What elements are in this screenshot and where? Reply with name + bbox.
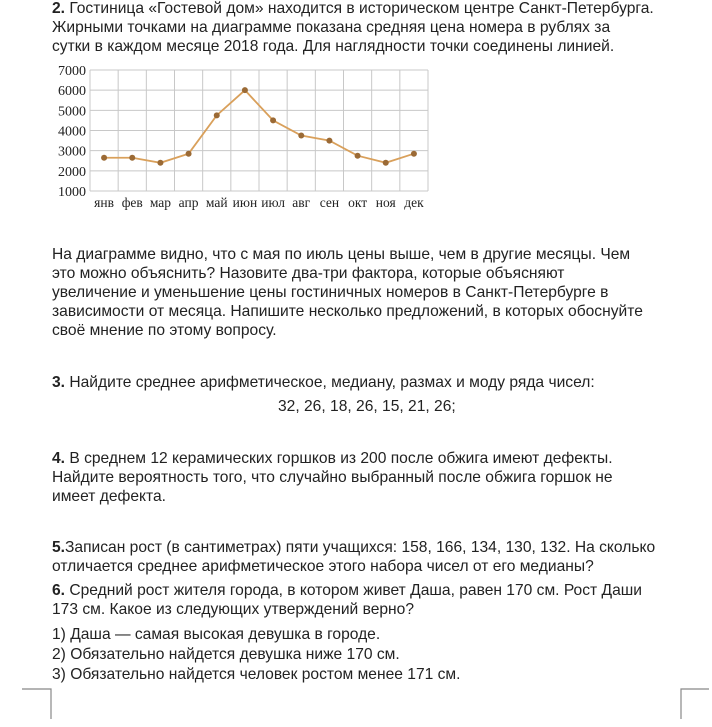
task2-number: 2.	[52, 0, 66, 17]
task6-text-1: Средний рост жителя города, в котором живет Даша, равен 170 см. Рост Даши	[69, 582, 642, 599]
y-tick-label: 7000	[58, 64, 86, 79]
y-tick-label: 4000	[58, 124, 86, 140]
data-point-июн	[242, 87, 248, 93]
crop-mark-left	[22, 688, 52, 720]
y-tick-label: 5000	[58, 104, 86, 120]
task6-option-2: 2) Обязательно найдется девушка ниже 170 см.	[52, 646, 400, 663]
data-point-дек	[411, 151, 417, 157]
y-tick-label: 2000	[58, 164, 86, 180]
task3-series: 32, 26, 18, 26, 15, 21, 26;	[278, 398, 456, 415]
task2-line-1	[52, 0, 654, 19]
x-tick-label: май	[205, 195, 228, 210]
x-tick-label: апр	[178, 195, 199, 210]
x-tick-label: сен	[319, 195, 340, 210]
data-point-янв	[101, 155, 107, 161]
x-tick-label: ноя	[375, 195, 396, 210]
task4-number: 4.	[52, 450, 66, 467]
x-tick-label: июл	[261, 195, 285, 210]
data-point-фев	[129, 155, 135, 161]
y-tick-label: 1000	[58, 185, 86, 200]
data-point-сен	[326, 138, 332, 144]
x-tick-label: мар	[149, 195, 172, 210]
task4-line-2: Найдите вероятность того, что случайно выбранный после обжига горшок не	[52, 469, 613, 486]
price-line-chart	[50, 60, 440, 218]
task5-line-2: отличается среднее арифметическое этого набора чисел от его медианы?	[52, 558, 594, 575]
x-tick-label: авг	[292, 195, 311, 210]
task5-text-1: Записан рост (в сантиметрах) пяти учащихся: 158, 166, 134, 130, 132. На сколько	[65, 539, 656, 556]
task2-question-line-4: зависимости от месяца. Напишите несколько предложений, в которых обоснуйте	[52, 303, 643, 320]
data-point-июл	[270, 117, 276, 123]
crop-mark-right	[680, 688, 710, 720]
x-tick-label: янв	[94, 195, 114, 210]
data-point-апр	[186, 151, 192, 157]
data-point-май	[214, 112, 220, 118]
task3-text: Найдите среднее арифметическое, медиану, размах и моду ряда чисел:	[69, 374, 595, 391]
x-tick-label: дек	[404, 195, 424, 210]
task3-number: 3.	[52, 374, 66, 391]
task6-line-2: 173 см. Какое из следующих утверждений верно?	[52, 601, 415, 618]
task6-line-1	[52, 581, 642, 601]
task2-question-line-2: это можно объяснить? Назовите два-три фактора, которые объясняют	[52, 265, 565, 282]
y-tick-label: 3000	[58, 144, 86, 160]
x-tick-label: июн	[232, 195, 258, 210]
task4-line-1	[52, 449, 613, 469]
task3-line	[52, 373, 595, 393]
task2-line-3: сутки в каждом месяце 2018 года. Для наглядности точки соединены линией.	[52, 38, 615, 55]
task4-text-1: В среднем 12 керамических горшков из 200 после обжига имеют дефекты.	[69, 450, 613, 467]
x-tick-label: фев	[121, 195, 143, 210]
data-point-ноя	[383, 160, 389, 166]
task2-question-line-3: увеличение и уменьшение цены гостиничных номеров в Санкт-Петербурге в	[52, 284, 609, 301]
task6-option-3: 3) Обязательно найдется человек ростом менее 171 см.	[52, 666, 461, 683]
task2-text-1: Гостиница «Гостевой дом» находится в историческом центре Санкт-Петербурга.	[69, 0, 654, 17]
task2-question-line-5: своё мнение по этому вопросу.	[52, 322, 277, 339]
y-tick-label: 6000	[58, 84, 86, 100]
task5-line-1	[52, 538, 655, 558]
task4-line-3: имеет дефекта.	[52, 488, 166, 505]
task6-number: 6.	[52, 582, 66, 599]
x-tick-label: окт	[348, 195, 368, 210]
data-point-авг	[298, 133, 304, 139]
task2-line-2: Жирными точками на диаграмме показана средняя цена номера в рублях за	[52, 19, 611, 36]
data-point-окт	[355, 153, 361, 159]
task6-option-1: 1) Даша — самая высокая девушка в городе.	[52, 626, 381, 643]
task2-question-line-1: На диаграмме видно, что с мая по июль цены выше, чем в другие месяцы. Чем	[52, 246, 631, 263]
data-point-мар	[157, 160, 163, 166]
task5-number: 5.	[52, 539, 66, 556]
